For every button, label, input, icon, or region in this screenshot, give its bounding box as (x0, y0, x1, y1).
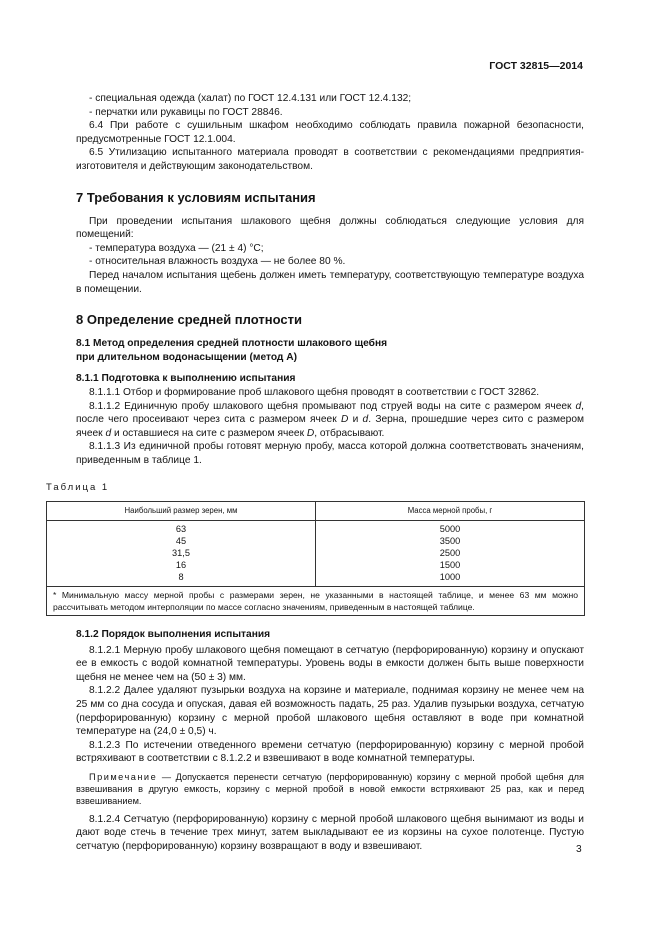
paragraph: 6.5 Утилизацию испытанного материала проводят в соответствии с рекомендациями предприятия-изготовителя и действующим законодательством. (76, 147, 584, 172)
table-footnote-row (47, 587, 585, 616)
document-header: ГОСТ 32815—2014 (489, 60, 583, 72)
note-label: Примечание (89, 772, 158, 782)
table-header-cell: Наибольший размер зерен, мм (47, 502, 316, 521)
paragraph: - перчатки или рукавицы по ГОСТ 28846. (89, 106, 283, 118)
section-heading-7: 7 Требования к условиям испытания (76, 189, 316, 205)
paragraph: 8.1.2.3 По истечении отведенного времени сетчатую (перфорированную) корзину с мерной пробой встряхивают в соответствии с 8.1.2.2 и взвешивают в воде комнатной температуры. (76, 739, 584, 765)
paragraph: При проведении испытания шлакового щебня должны соблюдаться следующие условия для помещений: (76, 215, 584, 241)
paragraph: 8.1.1.3 Из единичной пробы готовят мерную пробу, масса которой должна соответствовать значениям, приведенным в таблице 1. (76, 441, 584, 466)
table-footnote: * Минимальную массу мерной пробы с размерами зерен, не указанными в настоящей таблице, и менее 63 мм можно рассчитывать методом интерполяции по массе согласно значениям, приведенным в настоящей таблице. (47, 587, 585, 616)
paragraph: Перед началом испытания щебень должен иметь температуру, соответствующую температуре воздуха в помещении. (76, 269, 584, 295)
paragraph: 8.1.1.1 Отбор и формирование проб шлакового щебня проводят в соответствии с ГОСТ 32862. (89, 386, 540, 398)
table-cell-sizes: 63 45 31,5 16 8 (47, 521, 316, 587)
paragraph: - относительная влажность воздуха — не более 80 %. (89, 256, 346, 268)
page-number: 3 (576, 844, 582, 855)
paragraph: 8.1.2.1 Мерную пробу шлакового щебня помещают в сетчатую (перфорированную) корзину и опускают ее в емкость с водой комнатной температуры. Уровень воды в емкости должен быть выше поверхности щебня не менее чем на (50 ± 3) мм. (76, 644, 584, 683)
document-body (46, 92, 584, 853)
table-1 (46, 501, 585, 616)
table-cell-masses: 5000 3500 2500 1500 1000 (316, 521, 585, 587)
paragraph: 8.1.2.2 Далее удаляют пузырьки воздуха на корзине и материале, поднимая корзину не менее чем на 25 мм со дна сосуда и опуская, давая ей возможность падать, 25 раз. Удалив пузырьки воздуха, сетчатую (перфорированную) корзину с мерной пробой шлакового щебня оставляют в воде при комнатной температуре на (24,0 ± 0,5) ч. (76, 685, 584, 738)
subsection-heading-8-1-1: 8.1.1 Подготовка к выполнению испытания (76, 373, 296, 385)
paragraph: 8.1.1.2 Единичную пробу шлакового щебня промывают под струей воды на сите с размером ячеек d, после чего просеивают через сита с размером ячеек D и d. Зерна, прошедшие через сито с размером ячеек d и оставшиеся на сите с размером ячеек D, отбрасывают. (76, 400, 584, 439)
table-caption: Таблица 1 (46, 482, 110, 494)
paragraph: 8.1.2.4 Сетчатую (перфорированную) корзину с мерной пробой шлакового щебня вынимают из воды и дают воде стечь в течение трех минут, затем выкладывают ее из корзины на сухое полотенце. Пустую сетчатую (перфорированную) корзину возвращают в воду и взвешивают. (76, 813, 584, 852)
paragraph: - температура воздуха — (21 ± 4) °С; (89, 242, 264, 254)
table-header-cell: Масса мерной пробы, г (316, 502, 585, 521)
table-header-row (47, 502, 585, 521)
section-heading-8: 8 Определение средней плотности (76, 312, 302, 328)
subsection-heading-8-1: 8.1 Метод определения средней плотности шлакового щебня при длительном водонасыщении (метод А) (76, 338, 388, 363)
paragraph: - специальная одежда (халат) по ГОСТ 12.4.131 или ГОСТ 12.4.132; (89, 93, 412, 104)
subsection-heading-8-1-2: 8.1.2 Порядок выполнения испытания (76, 629, 271, 641)
paragraph: 6.4 При работе с сушильным шкафом необходимо соблюдать правила пожарной безопасности, предусмотренные ГОСТ 12.1.004. (76, 120, 584, 145)
note-paragraph: Примечание — Допускается перенести сетчатую (перфорированную) корзину с мерной пробой щебня для взвешивания в другую емкость, корзину с мерной пробой в новой емкости встряхивают 25 раз, как и перед взвешиванием. (76, 772, 584, 807)
table-row (47, 521, 585, 587)
